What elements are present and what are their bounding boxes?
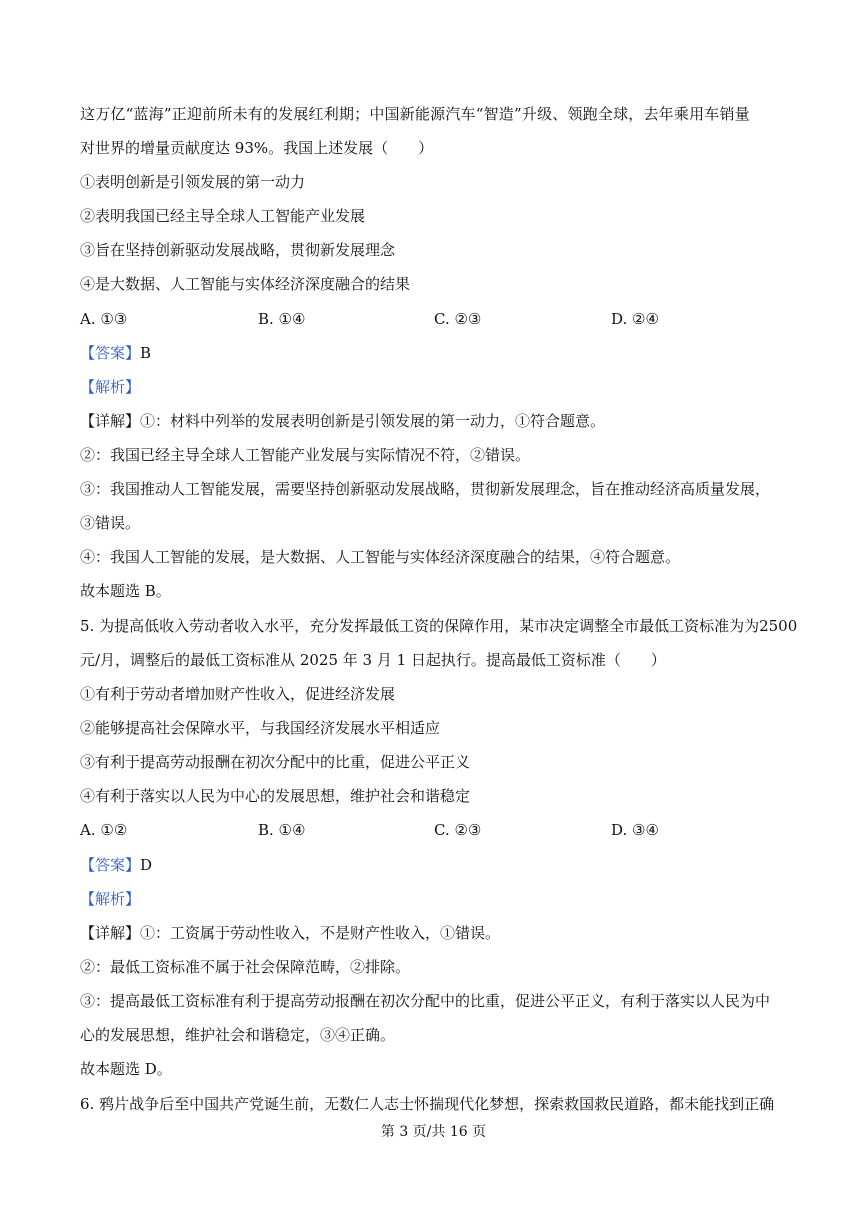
choice-c: C. ②③: [434, 821, 482, 839]
choice-b: B. ①④: [258, 821, 306, 839]
option-statement: ①表明创新是引领发展的第一动力: [80, 173, 306, 191]
q5-stem: 5. 为提高低收入劳动者收入水平，充分发挥最低工资的保障作用，某市决定调整全市最低工资标准为为2500: [80, 617, 798, 635]
answer-tag: 【答案】: [80, 344, 141, 362]
q5-detail-line: ③：提高最低工资标准有利于提高劳动报酬在初次分配中的比重，促进公平正义，有利于落实以人民为中: [80, 992, 771, 1010]
option-statement: ③旨在坚持创新驱动发展战略，贯彻新发展理念: [80, 241, 396, 259]
q4-detail-line: [80, 411, 605, 431]
choice-c: C. ②③: [434, 310, 482, 328]
q5-detail-line: 心的发展思想，维护社会和谐稳定，③④正确。: [80, 1026, 396, 1044]
option-statement: ②能够提高社会保障水平，与我国经济发展水平相适应: [80, 719, 441, 737]
detail-text: ①：工资属于劳动性收入，不是财产性收入，①错误。: [140, 924, 501, 942]
option-statement: ①有利于劳动者增加财产性收入，促进经济发展: [80, 685, 396, 703]
q4-analysis-heading: [80, 377, 140, 397]
analysis-tag: 【解析】: [80, 378, 141, 396]
choice-b: B. ①④: [258, 310, 306, 328]
q4-answer: [80, 343, 151, 363]
choice-a: A. ①②: [80, 821, 128, 839]
q5-detail-line: [80, 923, 500, 943]
q4-detail-line: ③：我国推动人工智能发展，需要坚持创新驱动发展战略，贯彻新发展理念，旨在推动经济高质量发展，: [80, 480, 771, 498]
option-statement: ②表明我国已经主导全球人工智能产业发展: [80, 207, 366, 225]
analysis-tag: 【解析】: [80, 890, 141, 908]
q4-detail-line: ②：我国已经主导全球人工智能产业发展与实际情况不符，②错误。: [80, 446, 531, 464]
answer-tag: 【答案】: [80, 856, 141, 874]
detail-tag: 【详解】: [80, 924, 141, 942]
choice-d: D. ②④: [611, 310, 659, 328]
detail-tag: 【详解】: [80, 412, 141, 430]
q4-detail-line: ③错误。: [80, 514, 141, 532]
text-line: 对世界的增量贡献度达 93%。我国上述发展（ ）: [80, 139, 434, 157]
detail-text: ①：材料中列举的发展表明创新是引领发展的第一动力，①符合题意。: [140, 412, 606, 430]
answer-value: D: [140, 856, 153, 874]
choice-d: D. ③④: [611, 821, 659, 839]
q5-detail-line: ②：最低工资标准不属于社会保障范畴，②排除。: [80, 958, 411, 976]
option-statement: ④有利于落实以人民为中心的发展思想，维护社会和谐稳定: [80, 787, 471, 805]
option-statement: ③有利于提高劳动报酬在初次分配中的比重，促进公平正义: [80, 753, 471, 771]
q5-stem: 元/月，调整后的最低工资标准从 2025 年 3 月 1 日起执行。提高最低工资标准（ ）: [80, 651, 666, 669]
text-line: 这万亿“蓝海”正迎前所未有的发展红利期；中国新能源汽车“智造”升级、领跑全球，去年乘用车销量: [80, 105, 750, 123]
q6-stem: 6. 鸦片战争后至中国共产党诞生前，无数仁人志士怀揣现代化梦想，探索救国救民道路，都未能找到正确: [80, 1095, 775, 1113]
q5-conclusion: 故本题选 D。: [80, 1060, 172, 1078]
q5-analysis-heading: [80, 889, 140, 909]
option-statement: ④是大数据、人工智能与实体经济深度融合的结果: [80, 275, 411, 293]
answer-value: B: [140, 344, 152, 362]
q4-conclusion: 故本题选 B。: [80, 582, 171, 600]
choice-a: A. ①③: [80, 310, 128, 328]
page-footer: 第 3 页/共 16 页: [380, 1124, 487, 1140]
q4-detail-line: ④：我国人工智能的发展，是大数据、人工智能与实体经济深度融合的结果，④符合题意。: [80, 548, 681, 566]
q5-answer: [80, 855, 152, 875]
